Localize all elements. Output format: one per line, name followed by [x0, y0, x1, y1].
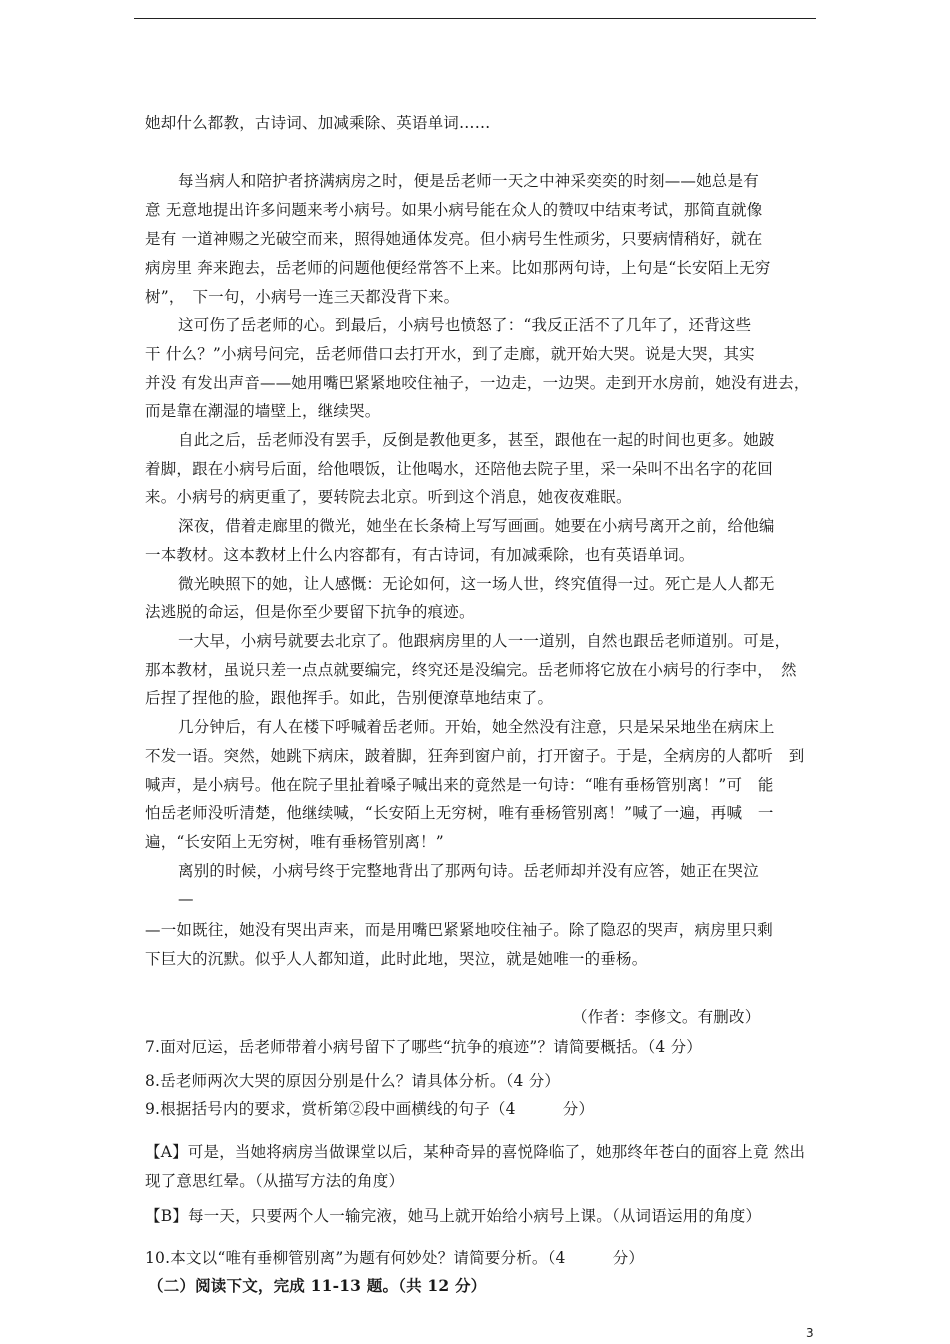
- text-line: 树”， 下一句，小病号一连三天都没背下来。: [145, 288, 460, 306]
- question-9-a: 【A】可是，当她将病房当做课堂以后，某种奇异的喜悦降临了，她那终年苍白的面容上竟 然出: [145, 1143, 806, 1161]
- author-note: （作者：李修文。有删改）: [572, 1008, 761, 1026]
- text-line: 并没 有发出声音——她用嘴巴紧紧地咬住袖子，一边走，一边哭。走到开水房前，她没有进去，: [145, 374, 810, 392]
- text-line: 微光映照下的她，让人感慨：无论如何，这一场人世，终究值得一过。死亡是人人都无: [178, 575, 775, 593]
- question-10: 10.本文以“唯有垂柳管别离”为题有何妙处？请简要分析。（4 分）: [145, 1249, 645, 1267]
- text-line: 不发一语。突然，她跳下病床，跛着脚，狂奔到窗户前，打开窗子。于是，全病房的人都听 到: [145, 747, 805, 765]
- text-line: 那本教材，虽说只差一点点就要编完，终究还是没编完。岳老师将它放在小病号的行李中， 然: [145, 661, 797, 679]
- text-line: 喊声，是小病号。他在院子里扯着嗓子喊出来的竟然是一句诗：“唯有垂杨管别离！”可 能: [145, 776, 774, 794]
- text-line: 每当病人和陪护者挤满病房之时，便是岳老师一天之中神采奕奕的时刻——她总是有: [178, 172, 759, 190]
- question-7: 7.面对厄运，岳老师带着小病号留下了哪些“抗争的痕迹”？请简要概括。（4 分）: [145, 1038, 702, 1056]
- text-line: —一如既往，她没有哭出声来，而是用嘴巴紧紧地咬住袖子。除了隐忍的哭声，病房里只剩: [145, 921, 774, 939]
- question-8: 8.岳老师两次大哭的原因分别是什么？请具体分析。（4 分）: [145, 1072, 561, 1090]
- text-line: 后捏了捏他的脸，跟他挥手。如此，告别便潦草地结束了。: [145, 689, 554, 707]
- text-line: 她却什么都教，古诗词、加减乘除、英语单词……: [145, 114, 491, 132]
- question-9-b: 【B】每一天，只要两个人一输完液，她马上就开始给小病号上课。（从词语运用的角度）: [145, 1207, 762, 1225]
- text-line: 深夜，借着走廊里的微光，她坐在长条椅上写写画画。她要在小病号离开之前，给他编: [178, 517, 775, 535]
- text-line: 意 无意地提出许多问题来考小病号。如果小病号能在众人的赞叹中结束考试，那简直就像: [145, 201, 763, 219]
- question-9-a-cont: 现了意思红晕。（从描写方法的角度）: [145, 1172, 405, 1190]
- header-rule: [134, 18, 816, 19]
- text-line: 一本教材。这本教材上什么内容都有，有古诗词，有加减乘除，也有英语单词。: [145, 546, 695, 564]
- text-line: 离别的时候，小病号终于完整地背出了那两句诗。岳老师却并没有应答，她正在哭泣: [178, 862, 759, 880]
- text-line: —: [178, 890, 194, 908]
- text-line: 来。小病号的病更重了，要转院去北京。听到这个消息，她夜夜难眠。: [145, 488, 632, 506]
- text-line: 遍，“长安陌上无穷树，唯有垂杨管别离！”: [145, 833, 444, 851]
- text-line: 下巨大的沉默。似乎人人都知道，此时此地，哭泣，就是她唯一的垂杨。: [145, 950, 648, 968]
- text-line: 法逃脱的命运，但是你至少要留下抗争的痕迹。: [145, 603, 475, 621]
- text-line: 干 什么？”小病号问完，岳老师借口去打开水，到了走廊，就开始大哭。说是大哭，其实: [145, 345, 755, 363]
- text-line: 而是靠在潮湿的墙壁上，继续哭。: [145, 402, 381, 420]
- page-number: 3: [806, 1326, 814, 1340]
- question-9: 9.根据括号内的要求，赏析第②段中画横线的句子（4 分）: [145, 1100, 595, 1118]
- text-line: 自此之后，岳老师没有罢手，反倒是教他更多，甚至，跟他在一起的时间也更多。她跛: [178, 431, 775, 449]
- text-line: 病房里 奔来跑去，岳老师的问题他便经常答不上来。比如那两句诗，上句是“长安陌上无穷: [145, 259, 771, 277]
- text-line: 怕岳老师没听清楚，他继续喊，“长安陌上无穷树，唯有垂杨管别离！”喊了一遍，再喊 一: [145, 804, 774, 822]
- section-heading: （二）阅读下文，完成 11-13 题。（共 12 分）: [148, 1276, 487, 1295]
- text-line: 是有 一道神赐之光破空而来，照得她通体发亮。但小病号生性顽劣，只要病情稍好，就在: [145, 230, 763, 248]
- text-line: 一大早，小病号就要去北京了。他跟病房里的人一一道别，自然也跟岳老师道别。可是，: [178, 632, 791, 650]
- text-line: 几分钟后，有人在楼下呼喊着岳老师。开始，她全然没有注意，只是呆呆地坐在病床上: [178, 718, 775, 736]
- text-line: 这可伤了岳老师的心。到最后，小病号也愤怒了：“我反正活不了几年了，还背这些: [178, 316, 752, 334]
- text-line: 着脚，跟在小病号后面，给他喂饭，让他喝水，还陪他去院子里，采一朵叫不出名字的花回: [145, 460, 774, 478]
